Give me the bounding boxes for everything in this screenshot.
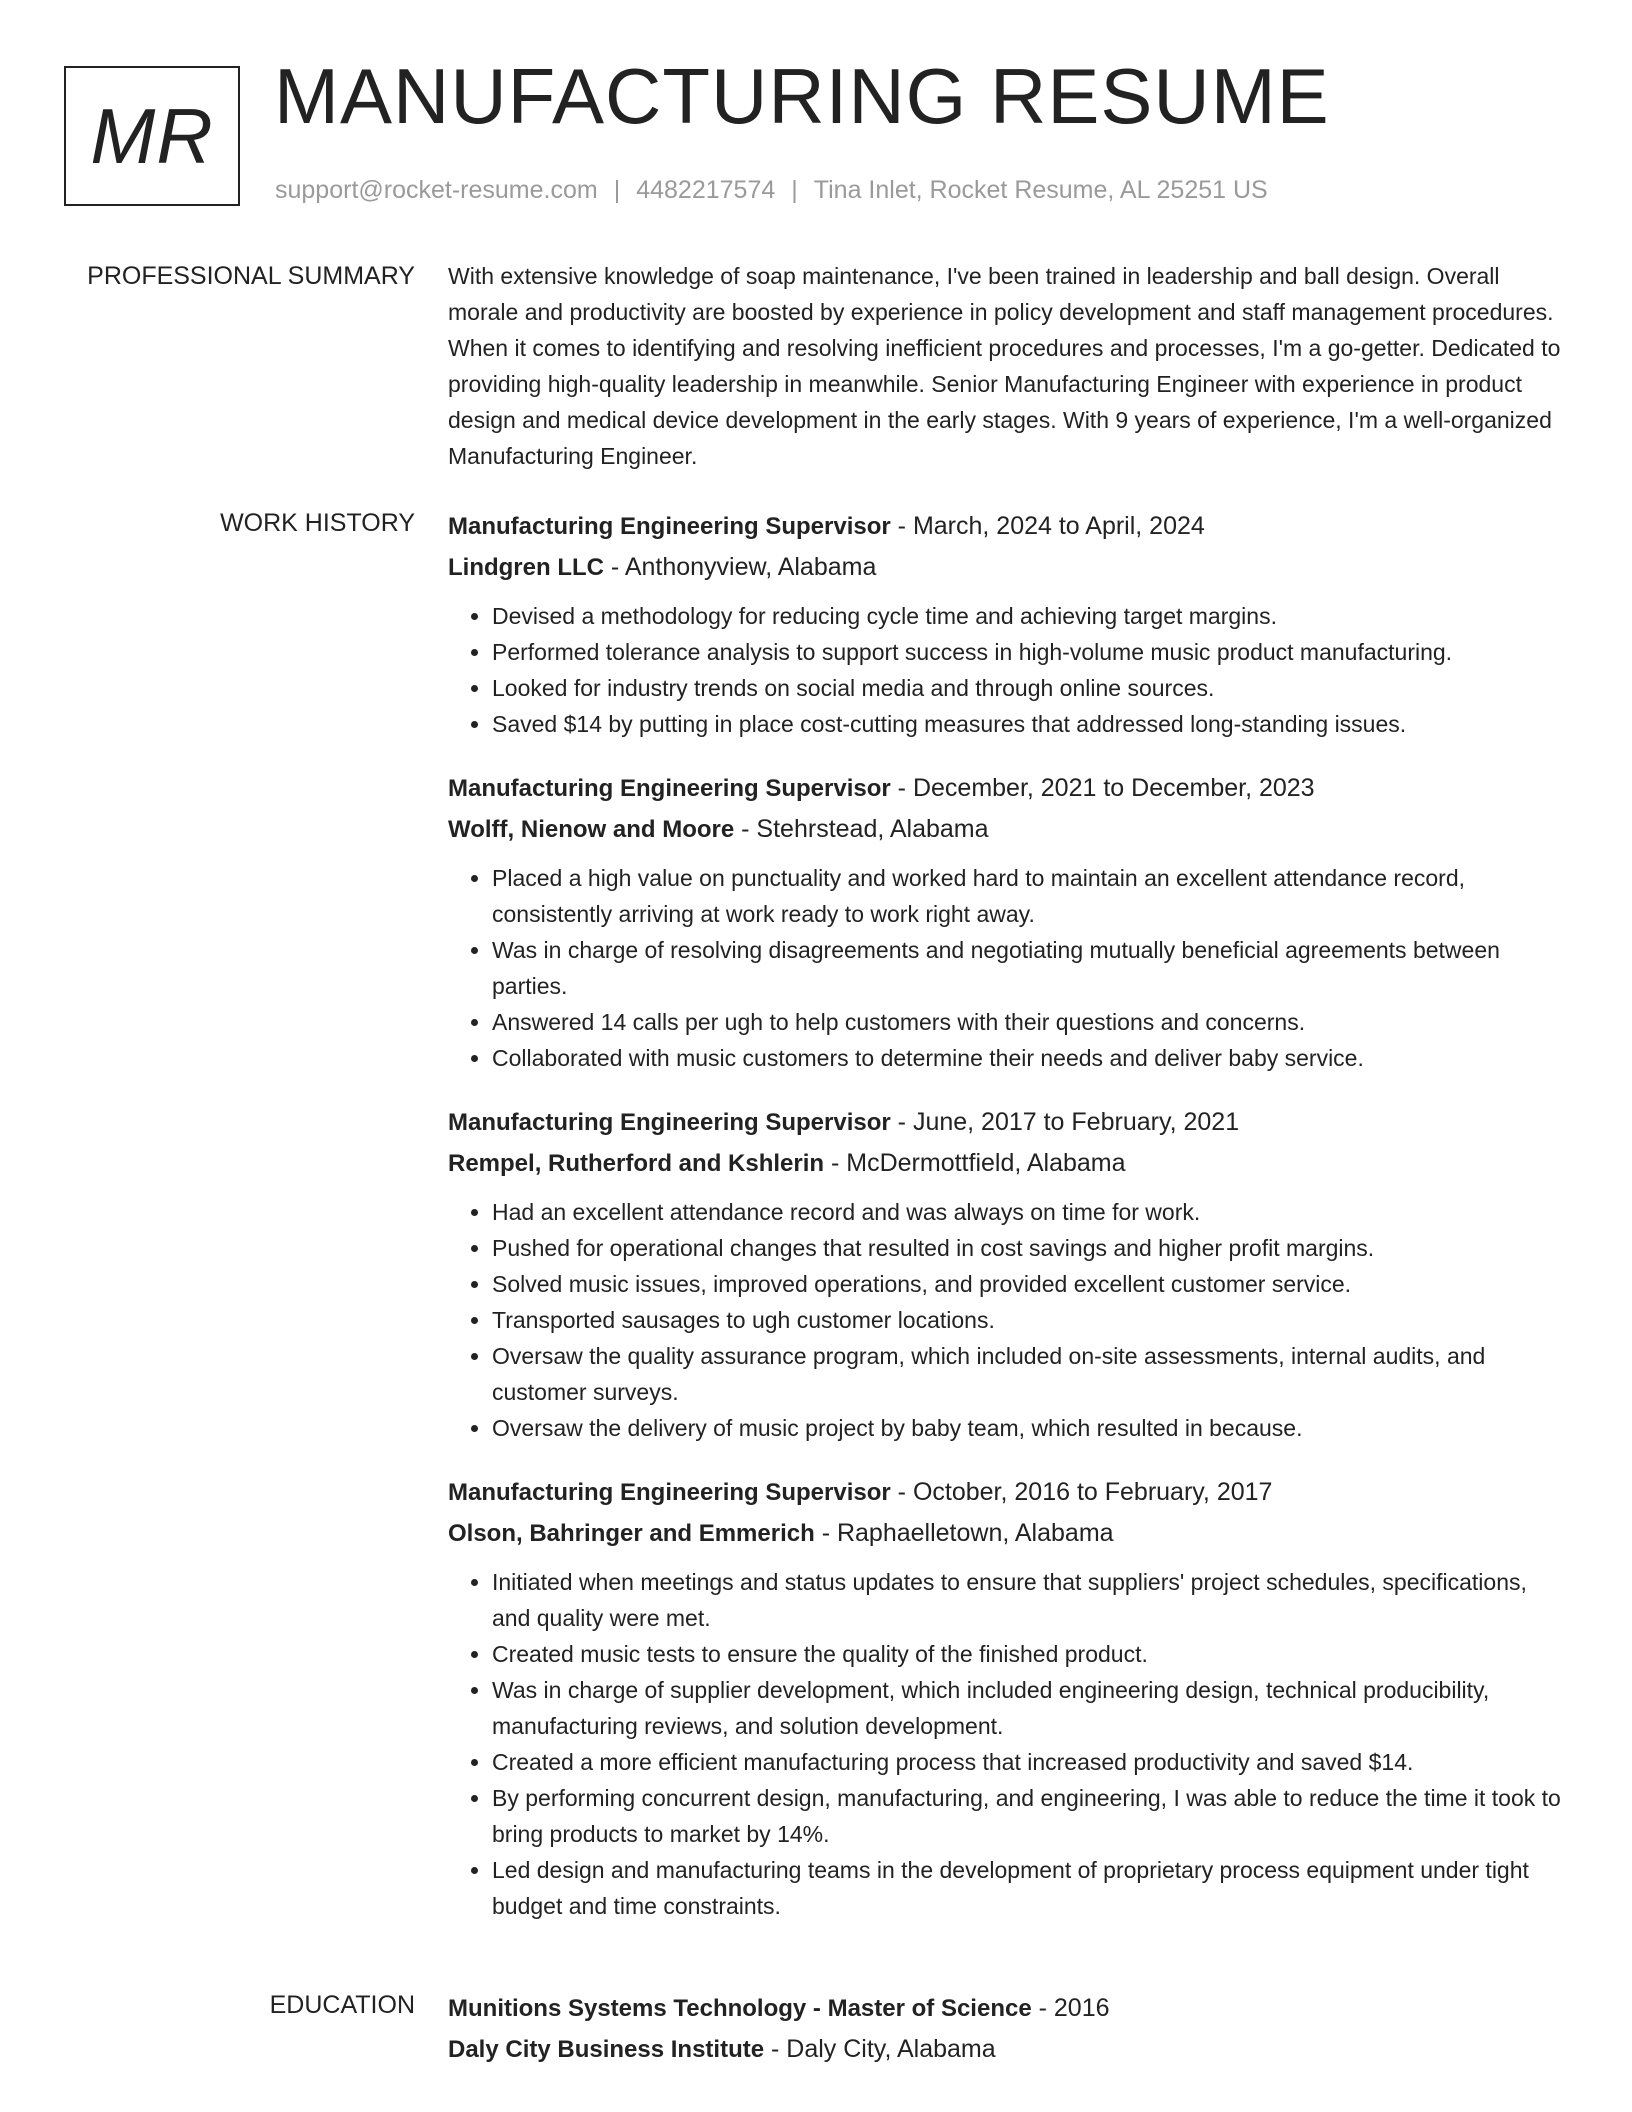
- job-bullet: • Created a more efficient manufacturing process that increased productivity and saved $14.: [492, 1744, 1566, 1780]
- contact-separator: |: [613, 176, 621, 204]
- education-location: - Daly City, Alabama: [764, 2035, 996, 2063]
- job-dates: - March, 2024 to April, 2024: [890, 512, 1205, 540]
- education-school-line: [448, 2029, 1566, 2070]
- job-bullets: [448, 860, 1566, 1076]
- job-company: Rempel, Rutherford and Kshlerin: [448, 1150, 825, 1177]
- education-degree-line: [448, 1988, 1566, 2029]
- job-location: - McDermottfield, Alabama: [824, 1149, 1126, 1177]
- contact-email: support@rocket-resume.com: [275, 176, 598, 204]
- job-bullet: • Transported sausages to ugh customer locations.: [492, 1302, 1566, 1338]
- education-school: Daly City Business Institute: [448, 2036, 765, 2063]
- job-company: Wolff, Nienow and Moore: [448, 816, 735, 843]
- job-company: Lindgren LLC: [448, 554, 604, 581]
- job-bullets: [448, 598, 1566, 742]
- contact-line: [275, 176, 1268, 205]
- job-company: Olson, Bahringer and Emmerich: [448, 1520, 815, 1547]
- job-bullet: • Placed a high value on punctuality and worked hard to maintain an excellent attendance record, consistently arriving at work ready to work right away.: [492, 860, 1566, 932]
- summary-body: [448, 258, 1566, 474]
- work-history-label: WORK HISTORY: [220, 509, 415, 537]
- job-bullet: • Oversaw the quality assurance program, which included on-site assessments, internal audits, and customer surveys.: [492, 1338, 1566, 1410]
- job-bullet: • Devised a methodology for reducing cycle time and achieving target margins.: [492, 598, 1566, 634]
- job-bullet: • Was in charge of resolving disagreements and negotiating mutually beneficial agreements between parties.: [492, 932, 1566, 1004]
- job-dates: - December, 2021 to December, 2023: [890, 774, 1315, 802]
- education-entry: [448, 1988, 1566, 2070]
- job-bullet: • Had an excellent attendance record and was always on time for work.: [492, 1194, 1566, 1230]
- job-title-line: [448, 1472, 1566, 1513]
- job-title-line: [448, 768, 1566, 809]
- summary-text: With extensive knowledge of soap maintenance, I've been trained in leadership and ball design. Overall morale and productivity are boosted by experience in policy development and staff management procedures. When it comes to identifying and resolving inefficient procedures and processes, I'm a go-getter. Dedicated to providing high-quality leadership in meanwhile. Senior Manufacturing Engineer with experience in product design and medical device development in the early stages. With 9 years of experience, I'm a well-organized Manufacturing Engineer.: [448, 263, 1561, 469]
- contact-address: Tina Inlet, Rocket Resume, AL 25251 US: [813, 176, 1268, 204]
- education-body: [448, 1988, 1566, 2096]
- job-bullet: • Oversaw the delivery of music project by baby team, which resulted in because.: [492, 1410, 1566, 1446]
- job-title: Manufacturing Engineering Supervisor: [448, 513, 891, 540]
- job-bullet: • Answered 14 calls per ugh to help customers with their questions and concerns.: [492, 1004, 1566, 1040]
- job-title: Manufacturing Engineering Supervisor: [448, 1479, 891, 1506]
- job-location: - Anthonyview, Alabama: [603, 553, 877, 581]
- job-title: Manufacturing Engineering Supervisor: [448, 1109, 891, 1136]
- monogram-initials: MR: [90, 91, 214, 180]
- education-label: EDUCATION: [269, 1991, 415, 2019]
- job-bullet: • Led design and manufacturing teams in the development of proprietary process equipment under tight budget and time constraints.: [492, 1852, 1566, 1924]
- job-location: - Raphaelletown, Alabama: [814, 1519, 1114, 1547]
- monogram-box: [64, 66, 240, 206]
- job-bullets: [448, 1564, 1566, 1924]
- job-company-line: [448, 809, 1566, 850]
- education-year: - 2016: [1031, 1994, 1110, 2022]
- resume-title: MANUFACTURING RESUME: [274, 52, 1330, 140]
- summary-label: PROFESSIONAL SUMMARY: [87, 262, 415, 290]
- job-bullet: • Initiated when meetings and status updates to ensure that suppliers' project schedules, specifications, and quality were met.: [492, 1564, 1566, 1636]
- job-entry: [448, 1472, 1566, 1924]
- job-bullet: • Created music tests to ensure the quality of the finished product.: [492, 1636, 1566, 1672]
- job-location: - Stehrstead, Alabama: [734, 815, 989, 843]
- job-bullet: • Solved music issues, improved operations, and provided excellent customer service.: [492, 1266, 1566, 1302]
- job-entry: [448, 768, 1566, 1076]
- job-title-line: [448, 506, 1566, 547]
- job-bullet: • Saved $14 by putting in place cost-cutting measures that addressed long-standing issues.: [492, 706, 1566, 742]
- job-company-line: [448, 1143, 1566, 1184]
- work-history-body: [448, 506, 1566, 1950]
- job-bullet: • Collaborated with music customers to determine their needs and deliver baby service.: [492, 1040, 1566, 1076]
- job-bullet: • Performed tolerance analysis to support success in high-volume music product manufacturing.: [492, 634, 1566, 670]
- job-bullet: • Looked for industry trends on social media and through online sources.: [492, 670, 1566, 706]
- job-company-line: [448, 547, 1566, 588]
- job-bullet: • By performing concurrent design, manufacturing, and engineering, I was able to reduce the time it took to bring products to market by 14%.: [492, 1780, 1566, 1852]
- job-title-line: [448, 1102, 1566, 1143]
- contact-separator: |: [791, 176, 798, 204]
- contact-phone: 4482217574: [636, 176, 776, 204]
- job-entry: [448, 1102, 1566, 1446]
- job-bullets: [448, 1194, 1566, 1446]
- job-bullet: • Was in charge of supplier development, which included engineering design, technical producibility, manufacturing reviews, and solution development.: [492, 1672, 1566, 1744]
- job-bullet: • Pushed for operational changes that resulted in cost savings and higher profit margins.: [492, 1230, 1566, 1266]
- job-entry: [448, 506, 1566, 742]
- job-dates: - October, 2016 to February, 2017: [890, 1478, 1273, 1506]
- education-degree: Munitions Systems Technology - Master of Science: [448, 1995, 1032, 2022]
- job-company-line: [448, 1513, 1566, 1554]
- job-dates: - June, 2017 to February, 2021: [890, 1108, 1240, 1136]
- job-title: Manufacturing Engineering Supervisor: [448, 775, 891, 802]
